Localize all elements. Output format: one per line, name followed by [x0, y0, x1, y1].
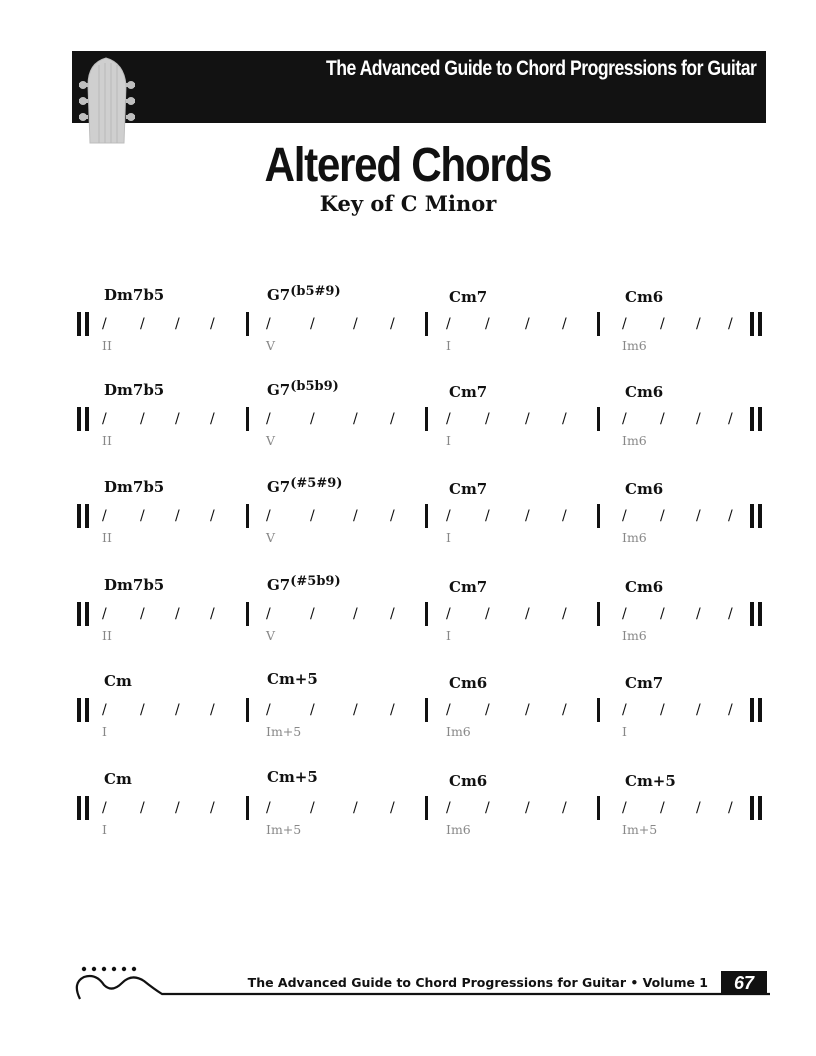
- chord-root: Cm7: [449, 480, 488, 498]
- beat-slash: /: [485, 411, 490, 427]
- roman-numeral: V: [266, 530, 276, 545]
- barline: [425, 796, 428, 820]
- beat-slash: /: [175, 606, 180, 622]
- chord-root: Cm7: [625, 674, 664, 692]
- beat-slash: /: [353, 316, 358, 332]
- roman-numeral: Im6: [622, 338, 647, 353]
- end-double-barline: [750, 504, 762, 528]
- beat-slash: /: [390, 508, 395, 524]
- beat-slash: /: [622, 702, 627, 718]
- barline: [597, 407, 600, 431]
- roman-numeral: Im+5: [622, 822, 658, 837]
- start-double-barline: [77, 504, 89, 528]
- beat-slash: /: [266, 606, 271, 622]
- beat-slash: /: [562, 508, 567, 524]
- chord-name: [104, 381, 164, 399]
- chord-root: Dm7b5: [104, 381, 165, 399]
- roman-numeral: Im6: [622, 530, 647, 545]
- chord-root: Cm6: [625, 383, 664, 401]
- beat-slash: /: [728, 411, 733, 427]
- chord-root: Cm6: [449, 674, 488, 692]
- beat-slash: /: [390, 702, 395, 718]
- beat-slash: /: [660, 606, 665, 622]
- beat-slash: /: [728, 702, 733, 718]
- chord-name: [267, 574, 341, 594]
- roman-numeral: Im6: [446, 822, 471, 837]
- beat-slash: /: [175, 411, 180, 427]
- chord-root: G7: [267, 286, 291, 304]
- start-double-barline: [77, 602, 89, 626]
- beat-slash: /: [175, 316, 180, 332]
- beat-slash: /: [622, 508, 627, 524]
- chord-root: Cm6: [625, 578, 664, 596]
- beat-slash: /: [525, 702, 530, 718]
- beat-slash: /: [266, 702, 271, 718]
- page-title: [0, 138, 816, 193]
- beat-slash: /: [660, 316, 665, 332]
- beat-slash: /: [696, 702, 701, 718]
- beat-slash: /: [353, 702, 358, 718]
- roman-numeral: I: [446, 433, 451, 448]
- beat-slash: /: [728, 800, 733, 816]
- beat-slash: /: [485, 606, 490, 622]
- header-title: The Advanced Guide to Chord Progressions for Guitar: [325, 57, 756, 80]
- beat-slash: /: [140, 800, 145, 816]
- chord-name: [267, 670, 318, 688]
- beat-slash: /: [102, 800, 107, 816]
- page-title-text: Altered Chords: [264, 139, 552, 192]
- chord-root: Cm7: [449, 383, 488, 401]
- chord-root: Cm6: [625, 288, 664, 306]
- roman-numeral: I: [446, 530, 451, 545]
- chord-name: [625, 578, 663, 596]
- barline: [597, 698, 600, 722]
- page-number: 67: [721, 971, 767, 995]
- beat-slash: /: [562, 411, 567, 427]
- beat-slash: /: [310, 606, 315, 622]
- barline: [246, 796, 249, 820]
- roman-numeral: V: [266, 433, 276, 448]
- chord-root: Cm6: [449, 772, 488, 790]
- beat-slash: /: [310, 411, 315, 427]
- barline: [425, 407, 428, 431]
- beat-slash: /: [728, 508, 733, 524]
- roman-numeral: II: [102, 628, 112, 643]
- roman-numeral: Im6: [622, 433, 647, 448]
- beat-slash: /: [210, 702, 215, 718]
- beat-slash: /: [696, 411, 701, 427]
- chord-row: [0, 478, 816, 558]
- chord-name: [449, 578, 487, 596]
- chord-name: [449, 674, 487, 692]
- beat-slash: /: [696, 316, 701, 332]
- start-double-barline: [77, 407, 89, 431]
- chord-name: [267, 284, 341, 304]
- chord-root: Cm: [104, 770, 132, 788]
- chord-name: [625, 480, 663, 498]
- chord-name: [267, 379, 339, 399]
- chord-root: Cm: [104, 672, 132, 690]
- beat-slash: /: [525, 508, 530, 524]
- beat-slash: /: [210, 800, 215, 816]
- beat-slash: /: [140, 606, 145, 622]
- header-bar: [72, 51, 766, 123]
- chord-extension: (b5#9): [290, 284, 341, 299]
- chord-name: [104, 576, 164, 594]
- chord-root: Cm6: [625, 480, 664, 498]
- beat-slash: /: [525, 800, 530, 816]
- chord-name: [625, 772, 676, 790]
- beat-slash: /: [696, 800, 701, 816]
- beat-slash: /: [266, 508, 271, 524]
- start-double-barline: [77, 796, 89, 820]
- chord-root: Cm7: [449, 578, 488, 596]
- page-subtitle: Key of C Minor: [319, 191, 497, 216]
- chord-root: Cm+5: [267, 768, 318, 786]
- beat-slash: /: [696, 508, 701, 524]
- beat-slash: /: [525, 316, 530, 332]
- roman-numeral: II: [102, 338, 112, 353]
- roman-numeral: II: [102, 433, 112, 448]
- start-double-barline: [77, 312, 89, 336]
- beat-slash: /: [485, 508, 490, 524]
- beat-slash: /: [696, 606, 701, 622]
- beat-slash: /: [140, 702, 145, 718]
- beat-slash: /: [175, 800, 180, 816]
- beat-slash: /: [622, 411, 627, 427]
- beat-slash: /: [446, 702, 451, 718]
- chord-name: [449, 480, 487, 498]
- beat-slash: /: [446, 316, 451, 332]
- beat-slash: /: [266, 800, 271, 816]
- chord-root: Dm7b5: [104, 478, 165, 496]
- beat-slash: /: [353, 800, 358, 816]
- beat-slash: /: [175, 508, 180, 524]
- chord-extension: (#5#9): [290, 476, 343, 491]
- barline: [597, 602, 600, 626]
- beat-slash: /: [660, 508, 665, 524]
- chord-name: [449, 772, 487, 790]
- beat-slash: /: [446, 411, 451, 427]
- roman-numeral: I: [102, 724, 107, 739]
- beat-slash: /: [310, 508, 315, 524]
- beat-slash: /: [525, 411, 530, 427]
- beat-slash: /: [390, 800, 395, 816]
- beat-slash: /: [660, 411, 665, 427]
- chord-extension: (b5b9): [290, 379, 339, 394]
- beat-slash: /: [353, 411, 358, 427]
- beat-slash: /: [562, 702, 567, 718]
- beat-slash: /: [622, 606, 627, 622]
- end-double-barline: [750, 796, 762, 820]
- chord-extension: (#5b9): [290, 574, 341, 589]
- beat-slash: /: [660, 702, 665, 718]
- chord-name: [625, 288, 663, 306]
- beat-slash: /: [390, 411, 395, 427]
- chord-row: [0, 672, 816, 752]
- beat-slash: /: [728, 606, 733, 622]
- beat-slash: /: [102, 606, 107, 622]
- chord-name: [267, 476, 342, 496]
- beat-slash: /: [485, 800, 490, 816]
- footer-text: The Advanced Guide to Chord Progressions for Guitar • Volume 1: [247, 975, 708, 990]
- barline: [597, 312, 600, 336]
- chord-row: [0, 286, 816, 366]
- chord-name: [104, 478, 164, 496]
- chord-root: Cm+5: [625, 772, 676, 790]
- barline: [425, 698, 428, 722]
- roman-numeral: I: [102, 822, 107, 837]
- beat-slash: /: [446, 606, 451, 622]
- beat-slash: /: [390, 316, 395, 332]
- beat-slash: /: [622, 316, 627, 332]
- chord-root: Dm7b5: [104, 286, 165, 304]
- beat-slash: /: [102, 316, 107, 332]
- chord-root: Dm7b5: [104, 576, 165, 594]
- beat-slash: /: [525, 606, 530, 622]
- roman-numeral: V: [266, 628, 276, 643]
- chord-root: G7: [267, 478, 291, 496]
- beat-slash: /: [266, 316, 271, 332]
- chord-name: [267, 768, 318, 786]
- beat-slash: /: [210, 411, 215, 427]
- beat-slash: /: [485, 702, 490, 718]
- barline: [425, 504, 428, 528]
- chord-root: G7: [267, 576, 291, 594]
- beat-slash: /: [175, 702, 180, 718]
- roman-numeral: V: [266, 338, 276, 353]
- beat-slash: /: [485, 316, 490, 332]
- barline: [246, 602, 249, 626]
- beat-slash: /: [102, 411, 107, 427]
- chord-row: [0, 770, 816, 850]
- beat-slash: /: [210, 606, 215, 622]
- beat-slash: /: [310, 316, 315, 332]
- roman-numeral: I: [446, 628, 451, 643]
- roman-numeral: I: [622, 724, 627, 739]
- chord-root: Cm+5: [267, 670, 318, 688]
- roman-numeral: I: [446, 338, 451, 353]
- barline: [246, 407, 249, 431]
- beat-slash: /: [102, 508, 107, 524]
- chord-root: Cm7: [449, 288, 488, 306]
- beat-slash: /: [310, 702, 315, 718]
- beat-slash: /: [210, 508, 215, 524]
- chord-name: [104, 770, 132, 788]
- chord-root: G7: [267, 381, 291, 399]
- beat-slash: /: [140, 411, 145, 427]
- barline: [246, 312, 249, 336]
- chord-name: [625, 674, 663, 692]
- barline: [597, 796, 600, 820]
- chord-name: [104, 672, 132, 690]
- chord-row: [0, 576, 816, 656]
- start-double-barline: [77, 698, 89, 722]
- roman-numeral: Im6: [622, 628, 647, 643]
- beat-slash: /: [446, 508, 451, 524]
- beat-slash: /: [562, 606, 567, 622]
- beat-slash: /: [728, 316, 733, 332]
- roman-numeral: II: [102, 530, 112, 545]
- end-double-barline: [750, 698, 762, 722]
- beat-slash: /: [310, 800, 315, 816]
- beat-slash: /: [140, 508, 145, 524]
- barline: [425, 602, 428, 626]
- chord-name: [104, 286, 164, 304]
- roman-numeral: Im+5: [266, 822, 302, 837]
- barline: [246, 698, 249, 722]
- chord-name: [449, 383, 487, 401]
- beat-slash: /: [353, 606, 358, 622]
- beat-slash: /: [562, 800, 567, 816]
- chord-name: [625, 383, 663, 401]
- end-double-barline: [750, 602, 762, 626]
- beat-slash: /: [622, 800, 627, 816]
- chord-name: [449, 288, 487, 306]
- beat-slash: /: [266, 411, 271, 427]
- beat-slash: /: [446, 800, 451, 816]
- beat-slash: /: [390, 606, 395, 622]
- end-double-barline: [750, 312, 762, 336]
- beat-slash: /: [353, 508, 358, 524]
- beat-slash: /: [660, 800, 665, 816]
- end-double-barline: [750, 407, 762, 431]
- beat-slash: /: [140, 316, 145, 332]
- barline: [597, 504, 600, 528]
- chord-row: [0, 381, 816, 461]
- barline: [425, 312, 428, 336]
- roman-numeral: Im+5: [266, 724, 302, 739]
- beat-slash: /: [102, 702, 107, 718]
- barline: [246, 504, 249, 528]
- beat-slash: /: [562, 316, 567, 332]
- beat-slash: /: [210, 316, 215, 332]
- guitar-headstock-icon: [76, 55, 138, 145]
- roman-numeral: Im6: [446, 724, 471, 739]
